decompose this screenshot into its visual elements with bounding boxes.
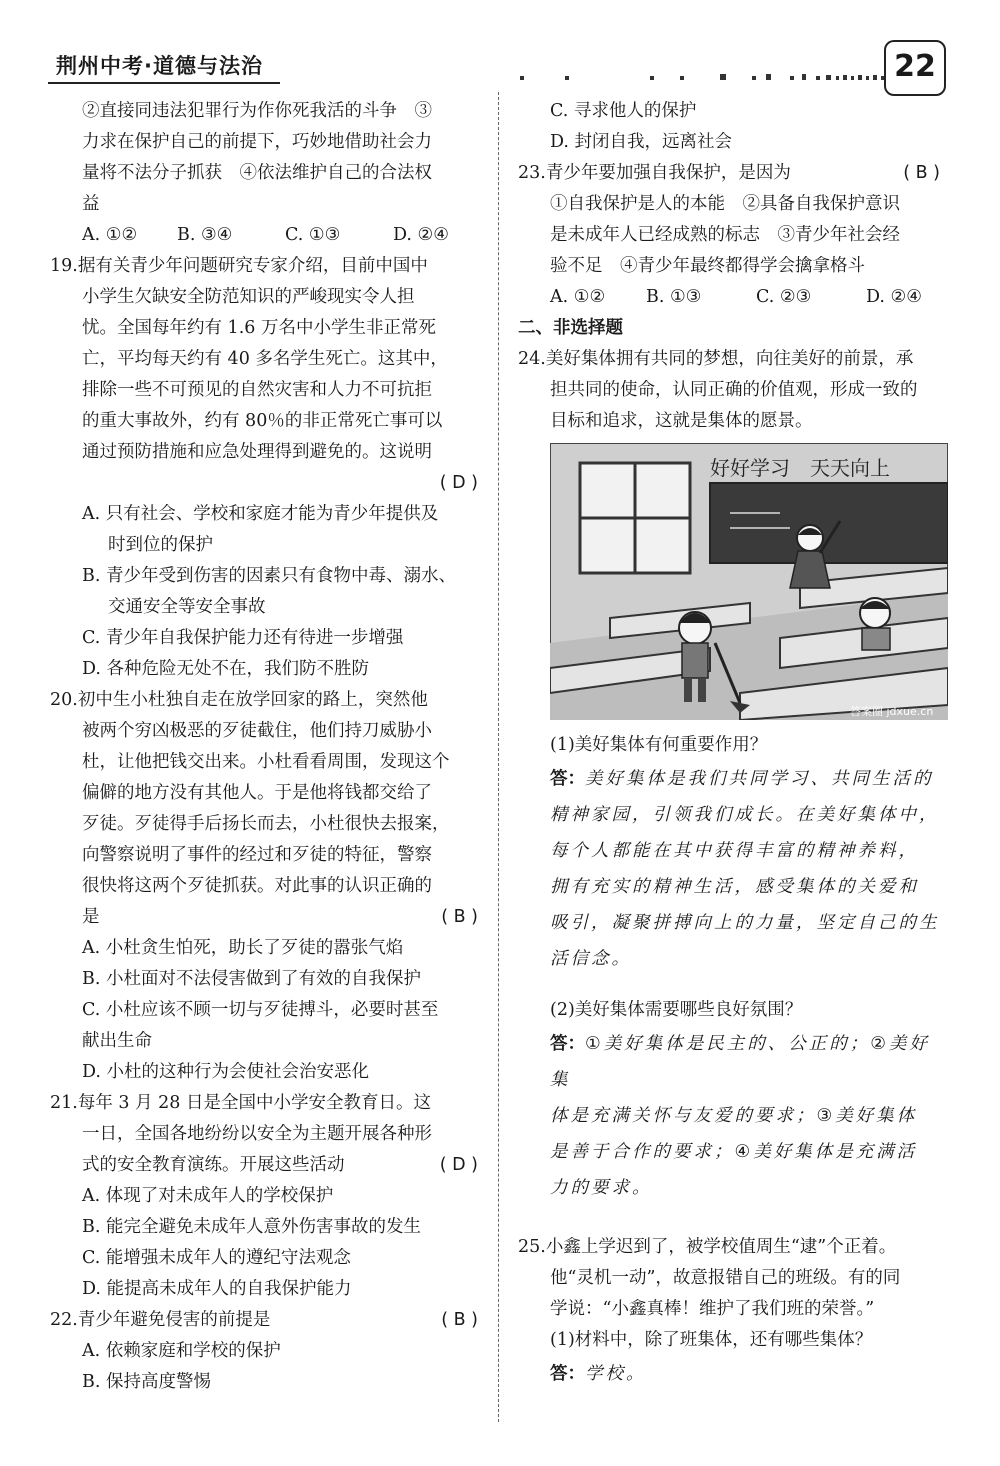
- question-25: [518, 1232, 950, 1392]
- q18-line: 量将不法分子抓获 ④依法维护自己的合法权: [82, 163, 432, 183]
- q20-line: 被两个穷凶极恶的歹徒截住，他们持刀威胁小: [82, 721, 432, 741]
- answer-line: ①美好集体是民主的、公正的；②美好集: [550, 1034, 930, 1090]
- q23-line: 是未成年人已经成熟的标志 ③青少年社会经: [550, 225, 900, 245]
- q23-option-d: D. ②④: [866, 287, 922, 307]
- answer-line: 拥有充实的精神生活，感受集体的关爱和: [550, 877, 919, 897]
- q19-option-d: D. 各种危险无处不在，我们防不胜防: [82, 659, 370, 679]
- q25-sub1-answer-label: 答：: [550, 1364, 585, 1384]
- q22-option-d: D. 封闭自我，远离社会: [550, 132, 733, 152]
- q18-line: 力求在保护自己的前提下，巧妙地借助社会力: [82, 132, 432, 152]
- q19-line: 通过预防措施和应急处理得到避免的。这说明: [82, 442, 432, 462]
- section-title: 二、非选择题: [518, 318, 623, 338]
- q24-line: 目标和追求，这就是集体的愿景。: [550, 411, 813, 431]
- question-24: [518, 344, 950, 1206]
- q18-options: [50, 220, 488, 251]
- q24-line: 美好集体拥有共同的梦想，向往美好的前景，承: [545, 349, 914, 369]
- answer-line: 力的要求。: [550, 1178, 653, 1198]
- classroom-illustration: [550, 443, 948, 720]
- q20-line: 很快将这两个歹徒抓获。对此事的认识正确的: [82, 876, 432, 896]
- q20-line: 向警察说明了事件的经过和歹徒的特征，警察: [82, 845, 432, 865]
- answer-line: 精神家园，引领我们成长。在美好集体中，: [550, 805, 940, 825]
- q24-sub2-answer-label: 答：: [550, 1034, 585, 1054]
- header-rule: [48, 82, 280, 84]
- q25-line: 他“灵机一动”，故意报错自己的班级。有的同: [550, 1268, 901, 1288]
- answer-line: 体是充满关怀与友爱的要求；③美好集体: [550, 1106, 918, 1126]
- q23-line: ①自我保护是人的本能 ②具备自我保护意识: [550, 194, 900, 214]
- q21-option-d: D. 能提高未成年人的自我保护能力: [82, 1279, 352, 1299]
- q19-line: 的重大事故外，约有 80％的非正常死亡事可以: [82, 411, 443, 431]
- q19-option-a-cont: 时到位的保护: [108, 535, 213, 555]
- q19-option-a: A. 只有社会、学校和家庭才能为青少年提供及: [82, 504, 439, 524]
- q23-line: 验不足 ④青少年最终都得学会擒拿格斗: [550, 256, 865, 276]
- q21-answer: ( D ): [439, 1155, 478, 1175]
- q21-option-b: B. 能完全避免未成年人意外伤害事故的发生: [82, 1217, 421, 1237]
- q25-number: 25.: [518, 1237, 546, 1257]
- q19-option-b-cont: 交通安全等安全事故: [108, 597, 266, 617]
- q21-line: 每年 3 月 28 日是全国中小学安全教育日。这: [77, 1093, 431, 1113]
- q21-number: 21.: [50, 1093, 78, 1113]
- question-21: [50, 1088, 488, 1305]
- answer-line: 吸引，凝聚拼搏向上的力量，坚定自己的生: [550, 913, 940, 933]
- boy-wiping-desk-figure: [860, 598, 890, 650]
- q25-line: 学说：“小鑫真棒！维护了我们班的荣誉。”: [550, 1299, 875, 1319]
- q25-line: 小鑫上学迟到了，被学校值周生“逮”个正着。: [545, 1237, 897, 1257]
- q23-option-b: B. ①③: [646, 287, 702, 307]
- q20-option-d: D. 小杜的这种行为会使社会治安恶化: [82, 1062, 370, 1082]
- q20-number: 20.: [50, 690, 78, 710]
- question-19: [50, 251, 488, 685]
- q24-sub2-answer: [518, 1026, 950, 1206]
- q20-line: 歹徒。歹徒得手后扬长而去，小杜很快去报案，: [82, 814, 450, 834]
- q20-line: 是: [82, 907, 100, 927]
- question-23: [518, 158, 950, 313]
- right-column: [518, 96, 950, 1392]
- q19-option-c: C. 青少年自我保护能力还有待进一步增强: [82, 628, 404, 648]
- window: [580, 463, 690, 573]
- q19-line: 排除一些不可预见的自然灾害和人力不可抗拒: [82, 380, 432, 400]
- q23-number: 23.: [518, 163, 546, 183]
- blackboard-slogan: 好好学习 天天向上: [710, 456, 890, 480]
- q22-option-a: A. 依赖家庭和学校的保护: [82, 1341, 281, 1361]
- q18-continuation: [50, 96, 488, 251]
- q20-line: 初中生小杜独自走在放学回家的路上，突然他: [77, 690, 428, 710]
- q24-sub1-answer-label: 答：: [550, 769, 585, 789]
- q24-number: 24.: [518, 349, 546, 369]
- q20-option-a: A. 小杜贪生怕死，助长了歹徒的嚣张气焰: [82, 938, 404, 958]
- q21-option-c: C. 能增强未成年人的遵纪守法观念: [82, 1248, 351, 1268]
- q25-sub1-answer: [518, 1356, 950, 1392]
- q19-line: 亡，平均每天约有 40 多名学生死亡。这其中，: [82, 349, 448, 369]
- answer-line: 是善于合作的要求；④美好集体是充满活: [550, 1142, 918, 1162]
- q24-sub2-question: (2)美好集体需要哪些良好氛围？: [550, 1000, 803, 1020]
- answer-line: 每个人都能在其中获得丰富的精神养料，: [550, 841, 919, 861]
- question-20: [50, 685, 488, 1088]
- q23-answer: ( B ): [903, 163, 940, 183]
- q19-option-b: B. 青少年受到伤害的因素只有食物中毒、溺水、: [82, 566, 456, 586]
- header-title: 荆州中考·道德与法治: [56, 54, 263, 78]
- answer-line: 学校。: [585, 1364, 647, 1384]
- q18-option-d: D. ②④: [393, 225, 449, 245]
- question-22: [50, 1305, 488, 1398]
- q22-line: 青少年避免侵害的前提是: [77, 1310, 271, 1330]
- q24-line: 担共同的使命，认同正确的价值观，形成一致的: [550, 380, 918, 400]
- q19-number: 19.: [50, 256, 78, 276]
- q20-line: 偏僻的地方没有其他人。于是他将钱都交给了: [82, 783, 432, 803]
- q23-options: [518, 282, 950, 313]
- left-column: [50, 96, 488, 1398]
- q20-option-c: C. 小杜应该不顾一切与歹徒搏斗，必要时甚至: [82, 1000, 439, 1020]
- q23-option-a: A. ①②: [550, 287, 606, 307]
- q21-line: 一日，全国各地纷纷以安全为主题开展各种形: [82, 1124, 432, 1144]
- q19-answer: ( D ): [439, 473, 478, 493]
- q23-line: 青少年要加强自我保护，是因为: [545, 163, 791, 183]
- q18-option-a: A. ①②: [82, 225, 138, 245]
- q19-line: 据有关青少年问题研究专家介绍，目前中国中: [77, 256, 428, 276]
- q24-sub1-question: (1)美好集体有何重要作用？: [550, 735, 768, 755]
- q22-option-b: B. 保持高度警惕: [82, 1372, 211, 1392]
- page-number-badge: 22: [884, 40, 946, 96]
- q18-option-c: C. ①③: [285, 225, 341, 245]
- q19-line: 忧。全国每年约有 1.6 万名中小学生非正常死: [82, 318, 436, 338]
- q22-number: 22.: [50, 1310, 78, 1330]
- q18-option-b: B. ③④: [177, 225, 233, 245]
- answer-line: 美好集体是我们共同学习、共同生活的: [585, 769, 934, 789]
- header-dots-decoration: [520, 70, 890, 84]
- q18-line: ②直接同违法犯罪行为作你死我活的斗争 ③: [82, 101, 432, 121]
- q25-sub1-question: (1)材料中，除了班集体，还有哪些集体？: [550, 1330, 873, 1350]
- q22-answer: ( B ): [441, 1310, 478, 1330]
- column-divider: [498, 92, 499, 1422]
- q22-option-c: C. 寻求他人的保护: [550, 101, 697, 121]
- q19-line: 小学生欠缺安全防范知识的严峻现实令人担: [82, 287, 415, 307]
- answer-line: 活信念。: [550, 949, 632, 969]
- q24-sub1-answer: [518, 761, 950, 977]
- q18-line: 益: [82, 194, 100, 214]
- q20-answer: ( B ): [441, 907, 478, 927]
- q21-option-a: A. 体现了对未成年人的学校保护: [82, 1186, 334, 1206]
- q20-option-c-cont: 献出生命: [82, 1031, 152, 1051]
- q23-option-c: C. ②③: [756, 287, 812, 307]
- q20-line: 杜，让他把钱交出来。小杜看看周围，发现这个: [82, 752, 450, 772]
- illustration-watermark: 答案圈 jdxue.cn: [850, 705, 934, 718]
- q21-line: 式的安全教育演练。开展这些活动: [82, 1155, 345, 1175]
- q20-option-b: B. 小杜面对不法侵害做到了有效的自我保护: [82, 969, 421, 989]
